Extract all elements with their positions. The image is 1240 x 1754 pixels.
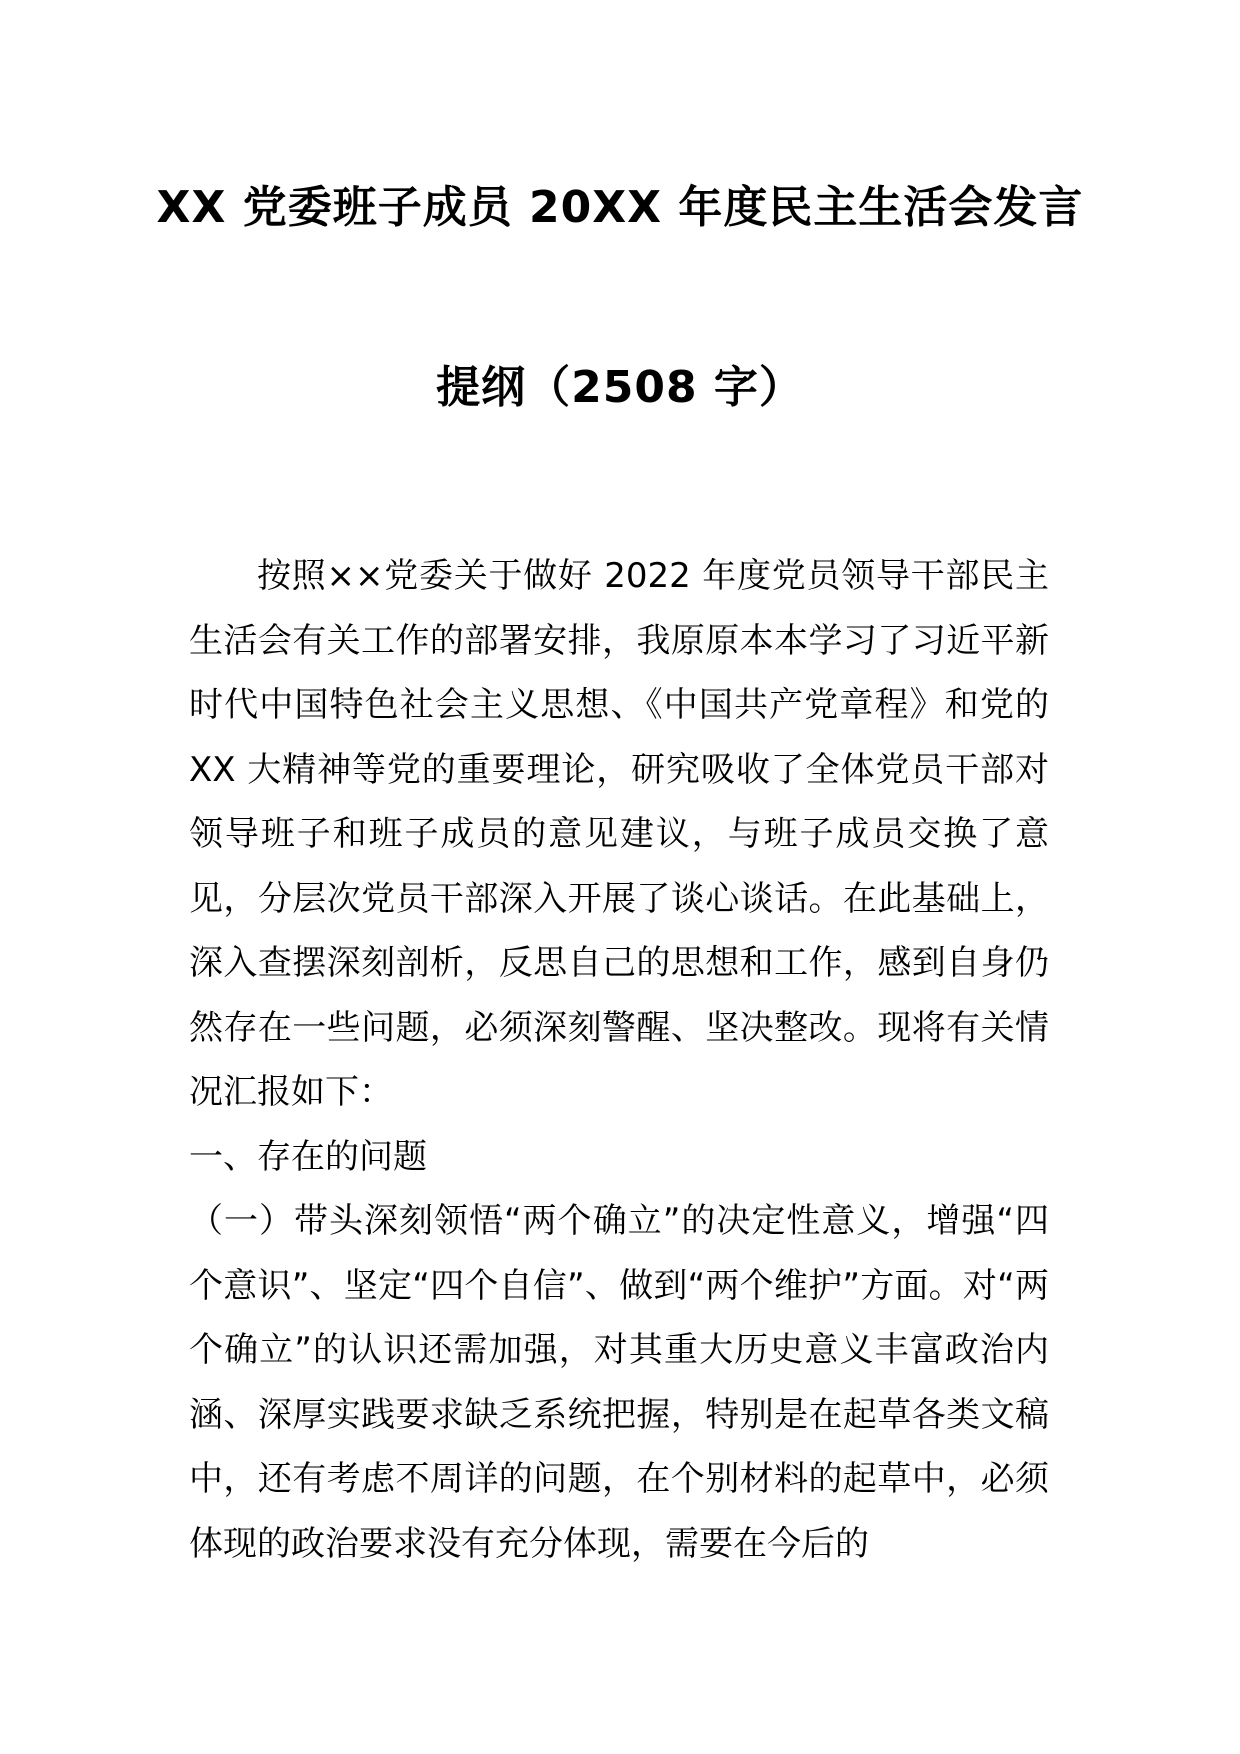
section-heading: 一、存在的问题 xyxy=(189,1136,427,1177)
intro-paragraph: 按照××党委关于做好 2022 年度党员领导干部民主生活会有关工作的部署安排，我原原本本学习了习近平新时代中国特色社会主义思想、《中国共产党章程》和党的 XX 大精神等党的重要理论，研究吸收了全体党员干部对领导班子和班子成员的意见建议，与班子成员交换了意见，分层次党员干部深入开展了谈心谈话。在此基础上，深入查摆深刻剖析，反思自己的思想和工作，感到自身仍然存在一些问题，必须深刻警醒、坚决整改。现将有关情况汇报如下： xyxy=(189,556,1049,1112)
subsection-paragraph: （一）带头深刻领悟“两个确立”的决定性意义，增强“四个意识”、坚定“四个自信”、做到“两个维护”方面。对“两个确立”的认识还需加强，对其重大历史意义丰富政治内涵、深厚实践要求缺乏系统把握，特别是在起草各类文稿中，还有考虑不周详的问题，在个别材料的起草中，必须体现的政治要求没有充分体现，需要在今后的 xyxy=(189,1201,1049,1564)
document-title-line-1: XX 党委班子成员 20XX 年度民主生活会发言 xyxy=(156,182,1084,233)
document-body xyxy=(189,544,1049,1576)
document-title-line-2: 提纲（2508 字） xyxy=(436,362,804,413)
